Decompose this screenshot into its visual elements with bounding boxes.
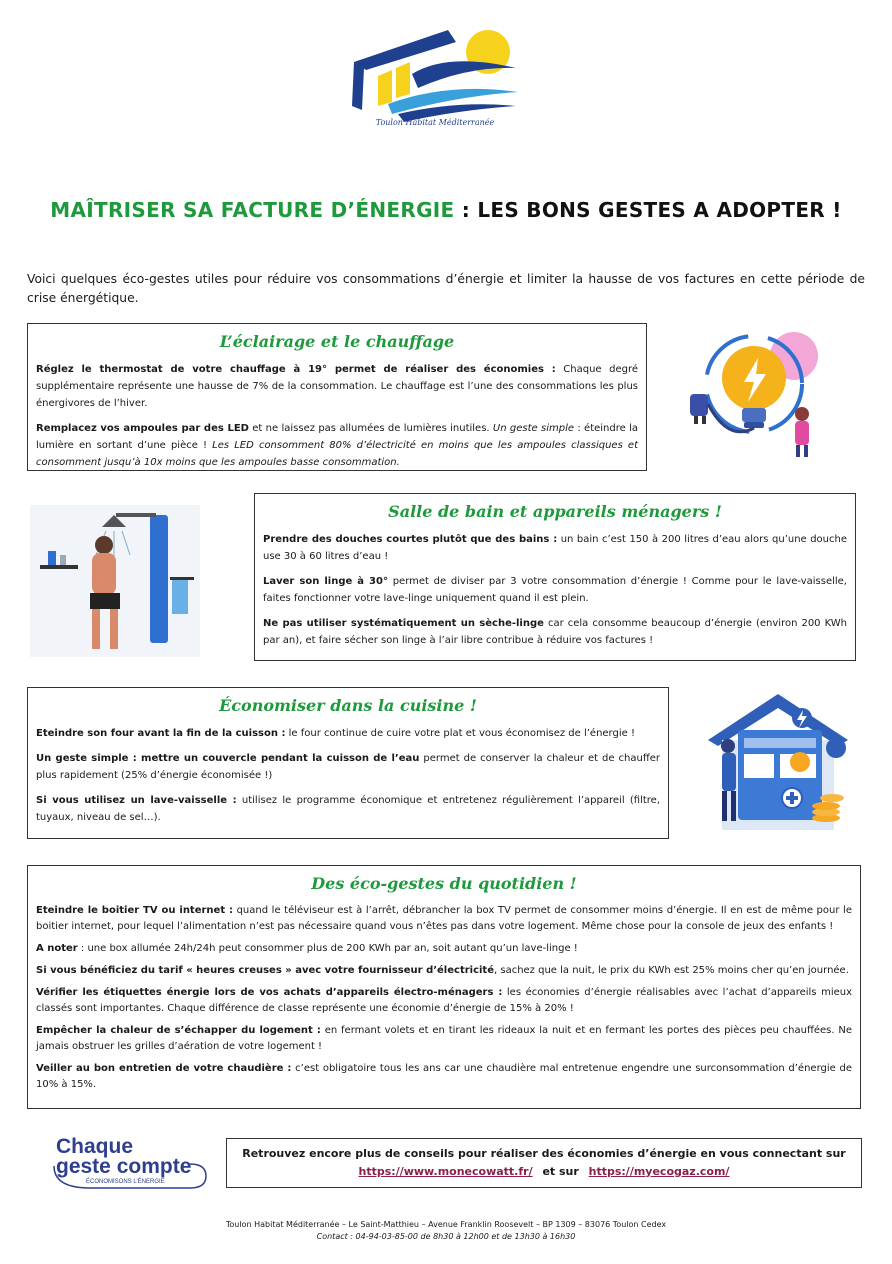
page-title [0, 198, 892, 222]
logo-text: Toulon Habitat Méditerranée [375, 118, 495, 127]
tip-text: car cela consomme beaucoup d’énergie (environ 200 KWh par an), et faire sécher son linge à l’air libre contribue à réduire vos factures ! [263, 618, 848, 646]
campaign-line1: Chaque [56, 1135, 134, 1158]
tip-bold: Prendre des douches courtes plutôt que des bains : [263, 534, 558, 545]
intro-text: Voici quelques éco-gestes utiles pour réduire vos consommations d’énergie et limiter la hausse de vos factures en cette période de crise énergétique. [27, 272, 865, 305]
tip-bold: Eteindre son four avant la fin de la cuisson : [36, 728, 286, 739]
tip [263, 531, 847, 565]
lightbulb-illustration [684, 322, 824, 462]
tip-bold: Si vous bénéficiez du tarif « heures creuses » avec votre fournisseur d’électricité [36, 965, 494, 976]
tip-text: permet de diviser par 3 votre consommation d’énergie ! Comme pour le lave-vaisselle, faites fonctionner votre lave-linge uniquement quand il est plein. [263, 576, 847, 604]
tip [36, 725, 660, 742]
section-heading: Salle de bain et appareils ménagers ! [388, 502, 722, 521]
tip [263, 573, 847, 607]
tip-text: : éteindre la lumière en sortant d’une pièce ! [36, 423, 639, 451]
section-bathroom-appliances [254, 493, 856, 661]
tip-bold: Réglez le thermostat de votre chauffage à 19° permet de réaliser des économies : [36, 364, 556, 375]
tip-bold: Eteindre le boitier TV ou internet : [36, 905, 233, 916]
tip [263, 615, 847, 649]
tip-bold: Remplacez vos ampoules par des LED [36, 423, 249, 434]
campaign-line3: ÉCONOMISONS L’ÉNERGIE [86, 1179, 165, 1185]
tip [36, 963, 852, 979]
footer-address: Toulon Habitat Méditerranée – Le Saint-Matthieu – Avenue Franklin Roosevelt – BP 1309 – 83076 Toulon Cedex [225, 1220, 667, 1229]
tip-text: Chaque degré supplémentaire représente une hausse de 7% de la consommation. Le chauffage est l’une des consommations les plus énergivores de l’hiver. [36, 364, 638, 409]
myecogaz-link[interactable]: https://myecogaz.com/ [588, 1165, 730, 1178]
tip-text: , sachez que la nuit, le prix du KWh est 25% moins cher qu’en journée. [494, 965, 849, 976]
tip [36, 792, 660, 826]
smart-home-illustration [698, 690, 858, 840]
tip [36, 941, 852, 957]
tip-text: le four continue de cuire votre plat et vous économisez de l’énergie ! [285, 728, 635, 739]
section-daily-eco-gestures [27, 865, 861, 1109]
section-heading: L’éclairage et le chauffage [219, 332, 455, 351]
campaign-line2: geste compte [56, 1155, 192, 1178]
tip-bold: Laver son linge à 30° [263, 576, 388, 587]
section-heading: Économiser dans la cuisine ! [219, 696, 477, 715]
campaign-logo [50, 1136, 210, 1192]
tip-text: : une box allumée 24h/24h peut consommer plus de 200 KWh par an, soit autant qu’un lave-linge ! [77, 943, 578, 954]
tip-bold: Un geste simple : mettre un couvercle pendant la cuisson de l’eau [36, 753, 420, 764]
tip-italic: Les LED consomment 80% d’électricité en moins que les ampoules classiques et consomment jusqu’à 10x moins que les ampoules basse consommation. [36, 440, 638, 468]
tip-text: et ne laissez pas allumées de lumières inutiles. [248, 423, 493, 434]
tip-text: en fermant volets et en tirant les rideaux la nuit et en fermant les portes des pièces peu chauffées. Ne jamais obstruer les grilles d’aération de votre logement ! [36, 1025, 853, 1052]
section-heading: Des éco-gestes du quotidien ! [311, 874, 577, 893]
monecowatt-link[interactable]: https://www.monecowatt.fr/ [358, 1165, 533, 1178]
section-lighting-heating [27, 323, 647, 471]
tip-text: permet de conserver la chaleur et de chauffer plus rapidement (25% d’énergie économisée !) [36, 753, 660, 781]
cta-text: Retrouvez encore plus de conseils pour réaliser des économies d’énergie en vous connectant sur [242, 1147, 846, 1160]
section-kitchen [27, 687, 669, 839]
shower-illustration [30, 505, 200, 657]
tip-italic: Un geste simple [492, 423, 575, 434]
tip [36, 420, 638, 471]
footer [0, 1219, 892, 1243]
tip [36, 1023, 852, 1055]
tip-bold: Ne pas utiliser systématiquement un sèche-linge [263, 618, 544, 629]
tip-bold: Vérifier les étiquettes énergie lors de vos achats d’appareils électro-ménagers : [36, 987, 503, 998]
tip-bold: Empêcher la chaleur de s’échapper du logement : [36, 1025, 321, 1036]
tip-text: c’est obligatoire tous les ans car une chaudière mal entretenue engendre une surconsommation d’énergie de 10% à 15%. [36, 1063, 852, 1090]
organization-logo [348, 22, 522, 136]
title-black: : LES BONS GESTES A ADOPTER ! [454, 198, 842, 222]
tip [36, 750, 660, 784]
tip-text: les économies d’énergie réalisables avec l’achat d’appareils mieux classés sont importantes. Chaque différence de classe représente une économie d’énergie de 15% à 20% ! [36, 987, 853, 1014]
tip-text: quand le téléviseur est à l’arrêt, débrancher la box TV permet de consommer moins d’énergie. Il en est de même pour le boitier internet, pour lequel l’alimentation n’est pas nécessaire quand vous n’êtes pas dans votre logement. Même chose pour la console de jeux des enfants ! [36, 905, 852, 932]
footer-contact: Contact : 04-94-03-85-00 de 8h30 à 12h00 et de 13h30 à 16h30 [316, 1232, 576, 1241]
tip [36, 903, 852, 935]
tip-bold: A noter [36, 943, 78, 954]
tip-bold: Veiller au bon entretien de votre chaudière : [36, 1063, 292, 1074]
tip [36, 985, 852, 1017]
tip [36, 361, 638, 412]
tip-text: utilisez le programme économique et entretenez régulièrement l’appareil (filtre, tuyaux, niveau de sel…). [36, 795, 660, 823]
tip [36, 1061, 852, 1093]
title-green: MAÎTRISER SA FACTURE D’ÉNERGIE [50, 198, 455, 222]
tip-text: un bain c’est 150 à 200 litres d’eau alors qu’une douche use 30 à 60 litres d’eau ! [263, 534, 847, 562]
cta-box [226, 1138, 862, 1188]
cta-and: et sur [542, 1165, 579, 1178]
tip-bold: Si vous utilisez un lave-vaisselle : [36, 795, 237, 806]
